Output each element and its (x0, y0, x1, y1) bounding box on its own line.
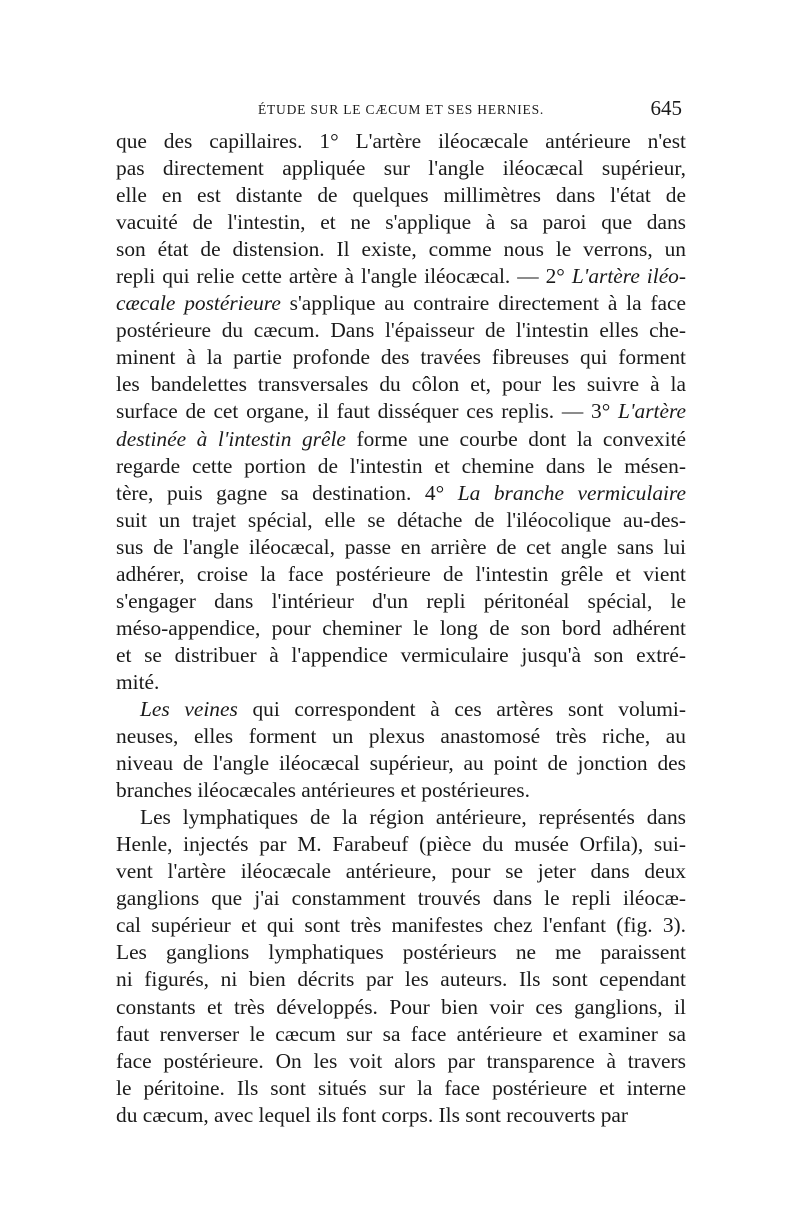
text-run: forme une courbe dont la convexité (345, 426, 687, 451)
text-line (116, 561, 686, 588)
text-run: le péritoine. Ils sont situés sur la face postérieure et interne (116, 1075, 686, 1100)
text-line (116, 858, 686, 885)
text-line (116, 1048, 686, 1075)
text-line (116, 777, 686, 804)
text-run: son état de distension. Il existe, comme nous le verrons, un (116, 237, 686, 262)
text-line (116, 128, 686, 155)
text-run: méso-appendice, pour cheminer le long de son bord adhérent (116, 615, 686, 640)
text-line (116, 453, 686, 480)
text-run: les bandelettes transversales du côlon et, pour les suivre à la (116, 372, 686, 397)
text-line (116, 398, 686, 425)
text-run: tère, puis gagne sa destination. 4° (116, 480, 458, 505)
text-run: regarde cette portion de l'intestin et chemine dans le mésen- (116, 453, 686, 478)
text-line (116, 939, 686, 966)
text-run: branches iléocæcales antérieures et postérieures. (116, 778, 530, 803)
text-line (116, 507, 686, 534)
text-line (116, 344, 686, 371)
text-run: elle en est distante de quelques millimètres dans l'état de (116, 183, 686, 208)
text-line (116, 1021, 686, 1048)
text-line (116, 155, 686, 182)
text-line (116, 1075, 686, 1102)
text-line (116, 912, 686, 939)
text-line (116, 1102, 686, 1129)
page-number: 645 (650, 96, 682, 120)
text-line (116, 994, 686, 1021)
text-run: vacuité de l'intestin, et ne s'applique à sa paroi que dans (116, 210, 686, 235)
text-run: ni figurés, ni bien décrits par les auteurs. Ils sont cependant (116, 967, 686, 992)
running-head (116, 96, 686, 126)
body-text (116, 128, 686, 1129)
text-line (116, 371, 686, 398)
text-line (116, 642, 686, 669)
italic-text: L'artère iléo- (571, 264, 687, 289)
running-title: ÉTUDE SUR LE CÆCUM ET SES HERNIES. (257, 102, 545, 117)
text-line (116, 804, 686, 831)
text-line (116, 236, 686, 263)
text-run: mité. (116, 669, 160, 694)
text-run: faut renverser le cæcum sur sa face antérieure et examiner sa (116, 1021, 686, 1046)
text-run: s'engager dans l'intérieur d'un repli péritonéal spécial, le (116, 588, 686, 613)
text-line (116, 669, 686, 696)
text-run: minent à la partie profonde des travées fibreuses qui forment (116, 345, 686, 370)
text-run: du cæcum, avec lequel ils font corps. Ils sont recouverts par (116, 1102, 629, 1127)
italic-text: Les veines (140, 696, 238, 721)
text-line (116, 723, 686, 750)
text-line (116, 263, 686, 290)
text-run: vent l'artère iléocæcale antérieure, pour se jeter dans deux (116, 859, 686, 884)
text-run: Les ganglions lymphatiques postérieurs ne me paraissent (116, 940, 686, 965)
text-run: suit un trajet spécial, elle se détache de l'iléocolique au-des- (116, 507, 686, 532)
text-run: s'applique au contraire directement à la face (280, 291, 686, 316)
text-run: qui correspondent à ces artères sont volumi- (237, 696, 686, 721)
italic-text: L'artère (618, 399, 686, 424)
text-line (116, 290, 686, 317)
text-line (116, 534, 686, 561)
italic-text: cæcale postérieure (116, 291, 281, 316)
italic-text: La branche vermiculaire (457, 480, 686, 505)
text-run: Henle, injectés par M. Farabeuf (pièce du musée Orfila), sui- (116, 832, 686, 857)
text-run: face postérieure. On les voit alors par transparence à travers (116, 1048, 686, 1073)
text-line (116, 426, 686, 453)
text-run: neuses, elles forment un plexus anastomosé très riche, au (116, 724, 686, 749)
text-line (116, 696, 686, 723)
text-run: constants et très développés. Pour bien voir ces ganglions, il (116, 994, 686, 1019)
text-line (116, 615, 686, 642)
text-run: cal supérieur et qui sont très manifestes chez l'enfant (fig. 3). (116, 913, 686, 938)
text-line (116, 480, 686, 507)
text-line (116, 750, 686, 777)
text-line (116, 966, 686, 993)
text-run: ganglions que j'ai constamment trouvés dans le repli iléocæ- (116, 886, 686, 911)
text-run: adhérer, croise la face postérieure de l'intestin grêle et vient (116, 561, 686, 586)
text-run: et se distribuer à l'appendice vermiculaire jusqu'à son extré- (116, 642, 686, 667)
text-run: postérieure du cæcum. Dans l'épaisseur de l'intestin elles che- (116, 318, 686, 343)
text-line (116, 588, 686, 615)
text-line (116, 209, 686, 236)
text-line (116, 885, 686, 912)
text-run: que des capillaires. 1° L'artère iléocæcale antérieure n'est (116, 129, 686, 153)
text-line (116, 182, 686, 209)
italic-text: destinée à l'intestin grêle (116, 426, 346, 451)
text-run: surface de cet organe, il faut disséquer ces replis. — 3° (116, 399, 619, 424)
text-run: niveau de l'angle iléocæcal supérieur, au point de jonction des (116, 751, 686, 776)
text-run: Les lymphatiques de la région antérieure, représentés dans (140, 805, 686, 830)
text-line (116, 317, 686, 344)
text-run: sus de l'angle iléocæcal, passe en arrière de cet angle sans lui (116, 534, 686, 559)
text-line (116, 831, 686, 858)
text-run: repli qui relie cette artère à l'angle iléocæcal. — 2° (116, 264, 572, 289)
text-run: pas directement appliquée sur l'angle iléocæcal supérieur, (116, 156, 686, 181)
